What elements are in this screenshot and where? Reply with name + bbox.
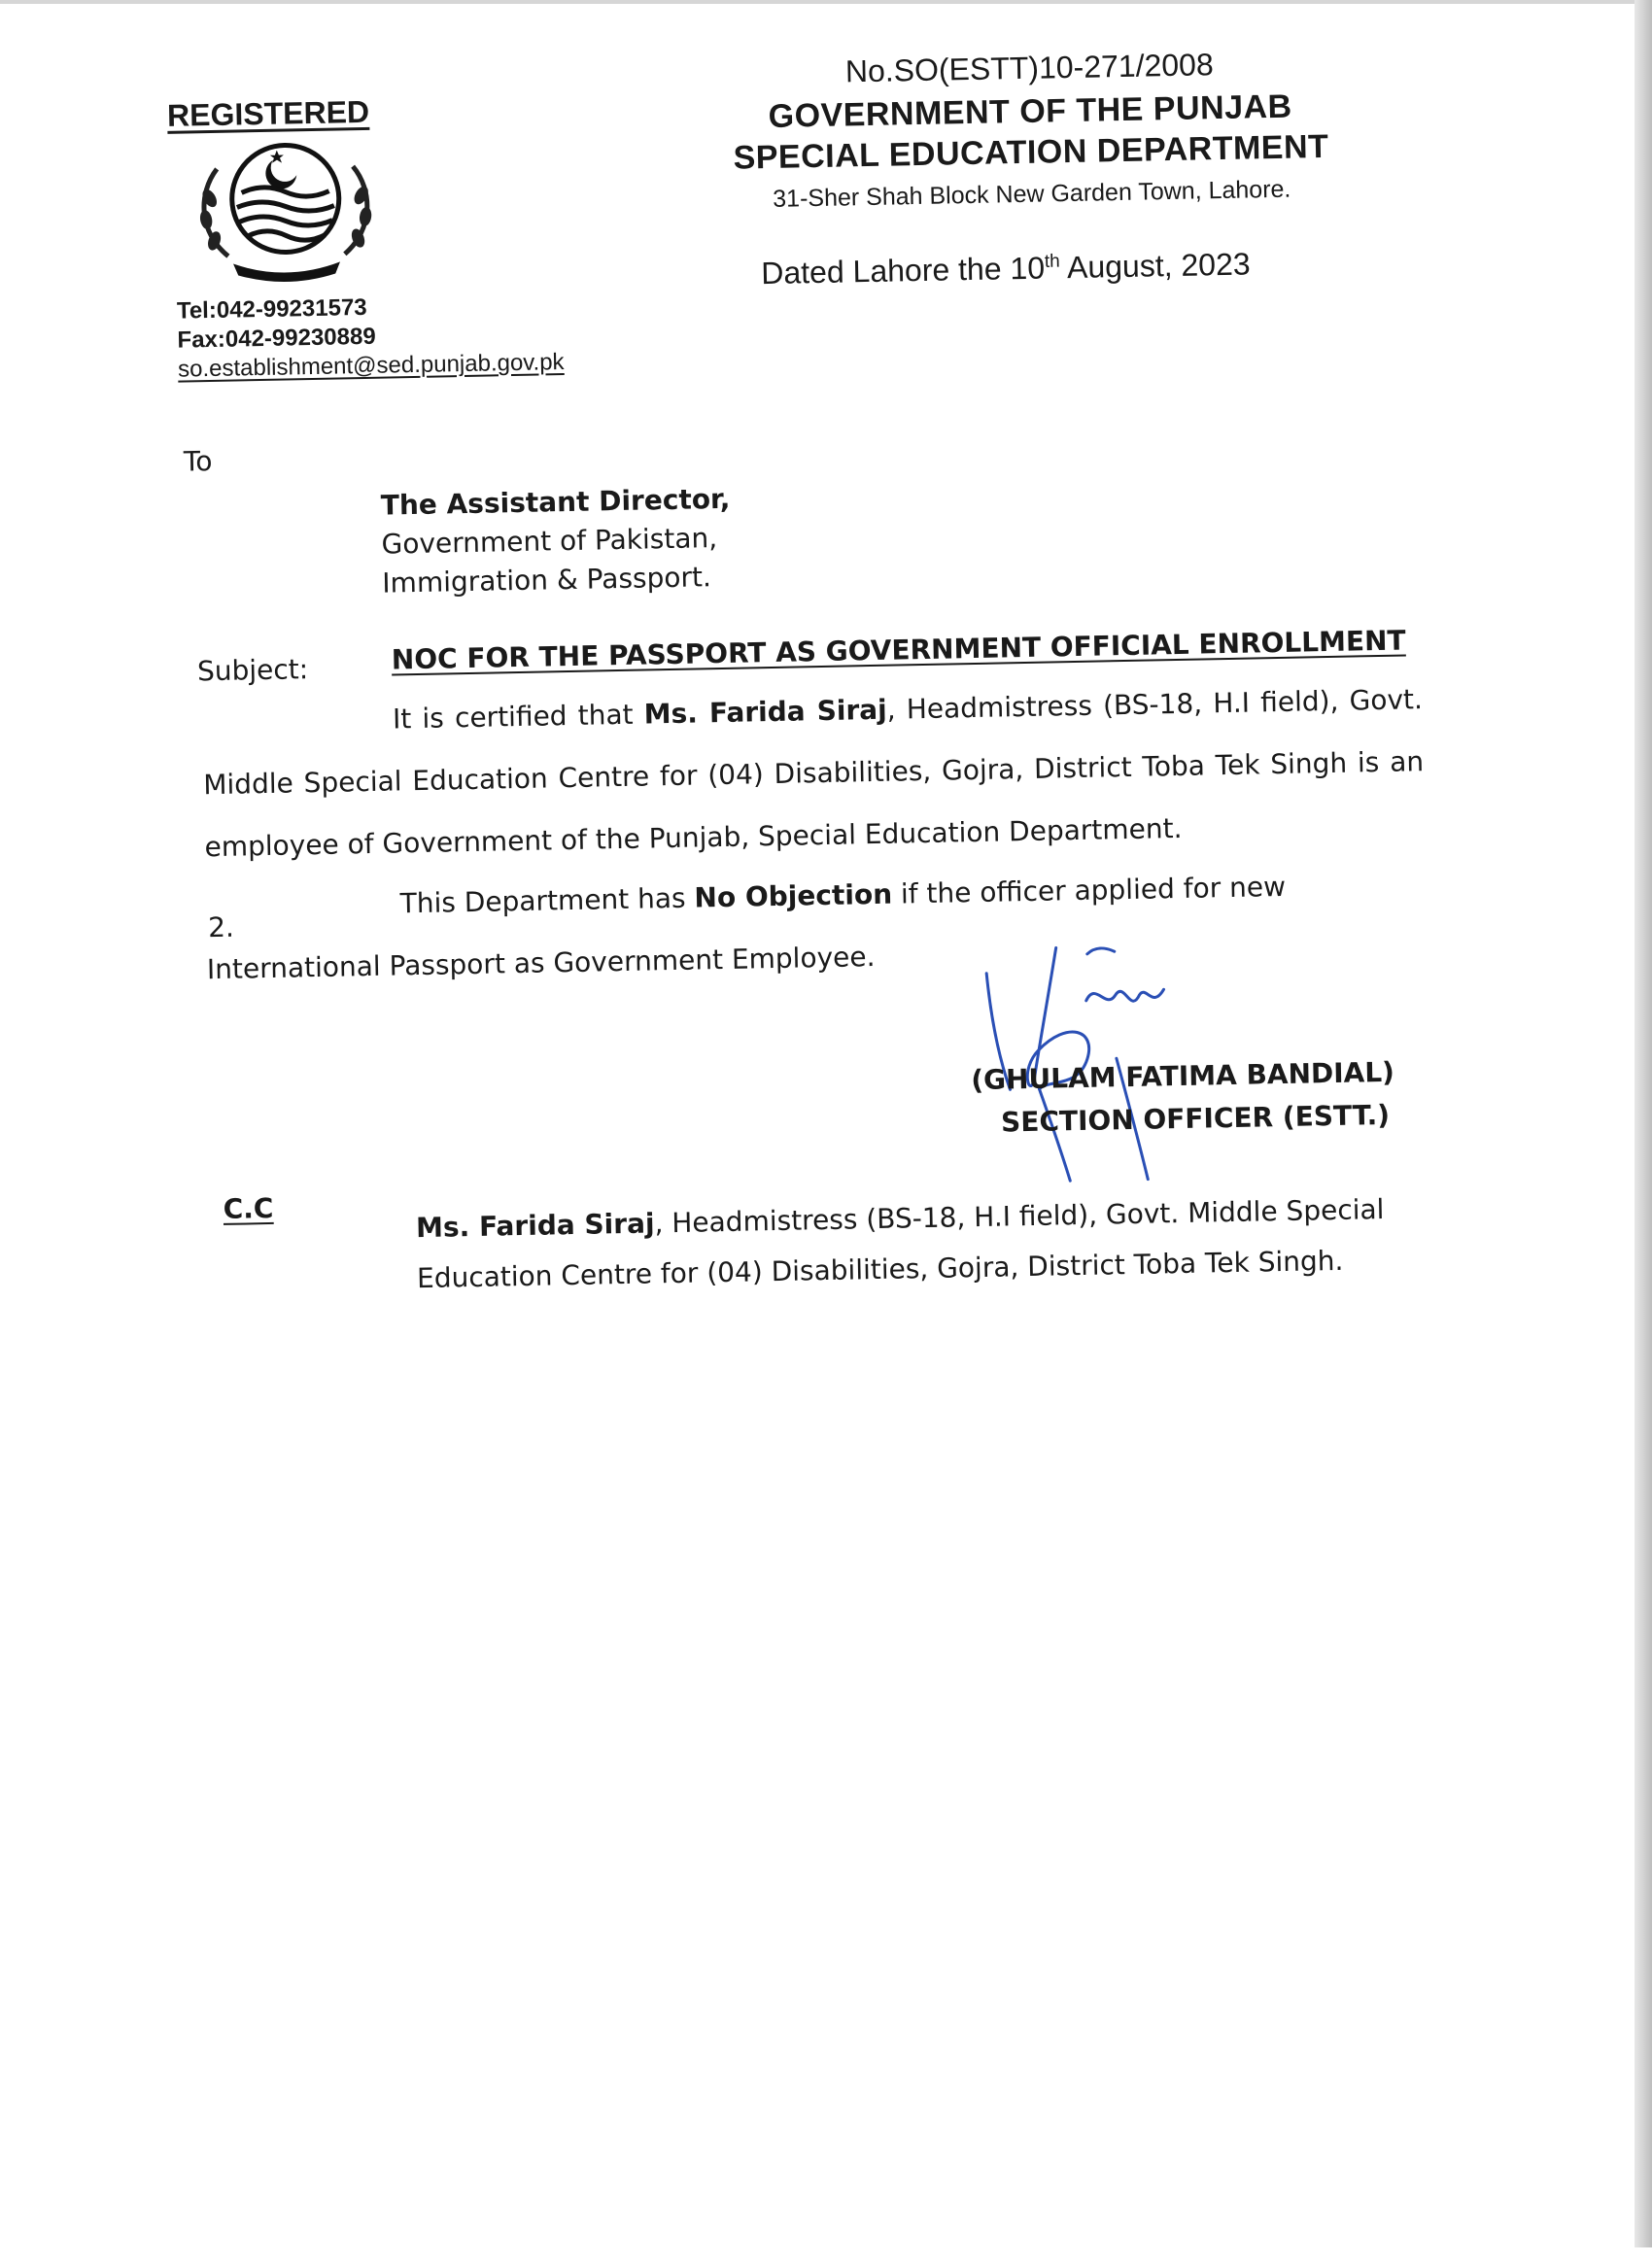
cc-label: C.C [223,1191,274,1225]
reference-number: No.SO(ESTT)10-271/2008 [844,47,1215,89]
signatory-title: SECTION OFFICER (ESTT.) [1000,1098,1391,1139]
cc-name: Ms. Farida Siraj [415,1207,655,1245]
recipient-line-1: The Assistant Director, [380,482,731,522]
subject-label: Subject: [196,653,309,688]
subject-text: NOC FOR THE PASSPORT AS GOVERNMENT OFFICIAL ENROLLMENT [391,624,1406,676]
paragraph-2: This Department has No Objection if the officer applied for new International Passport as Government Employee. [206,870,1287,986]
dated-line: Dated Lahore the 10th August, 2023 [760,246,1251,291]
signatory-name: (GHULAM FATIMA BANDIAL) [970,1055,1395,1097]
cc-text: Ms. Farida Siraj, Headmistress (BS-18, H.I field), Govt. Middle Special Education Centre for (04) Disabilities, Gojra, District Toba Tek Singh. [415,1192,1385,1295]
paragraph-1: It is certified that Ms. Farida Siraj, Headmistress (BS-18, H.I field), Govt. Middle Special Education Centre for (04) Disabilities, Gojra, District Toba Tek Singh is an employee of Government of the Punjab, Special Education Department. [202,683,1425,864]
registered-label: REGISTERED [166,93,370,133]
email-link[interactable]: so.establishment@sed.punjab.gov.pk [177,349,565,383]
government-heading: GOVERNMENT OF THE PUNJAB [768,87,1292,135]
punjab-seal-icon [188,137,385,287]
fax-number: Fax:042-99230889 [177,323,376,354]
paragraph-2-number: 2. [207,910,235,944]
department-address: 31-Sher Shah Block New Garden Town, Lahore. [772,175,1291,213]
tel-number: Tel:042-99231573 [176,293,367,325]
department-heading: SPECIAL EDUCATION DEPARTMENT [733,127,1329,177]
no-objection-text: No Objection [694,877,893,914]
recipient-line-3: Immigration & Passport. [382,561,712,600]
employee-name: Ms. Farida Siraj [643,693,888,731]
recipient-line-2: Government of Pakistan, [381,522,718,561]
to-label: To [183,445,213,478]
